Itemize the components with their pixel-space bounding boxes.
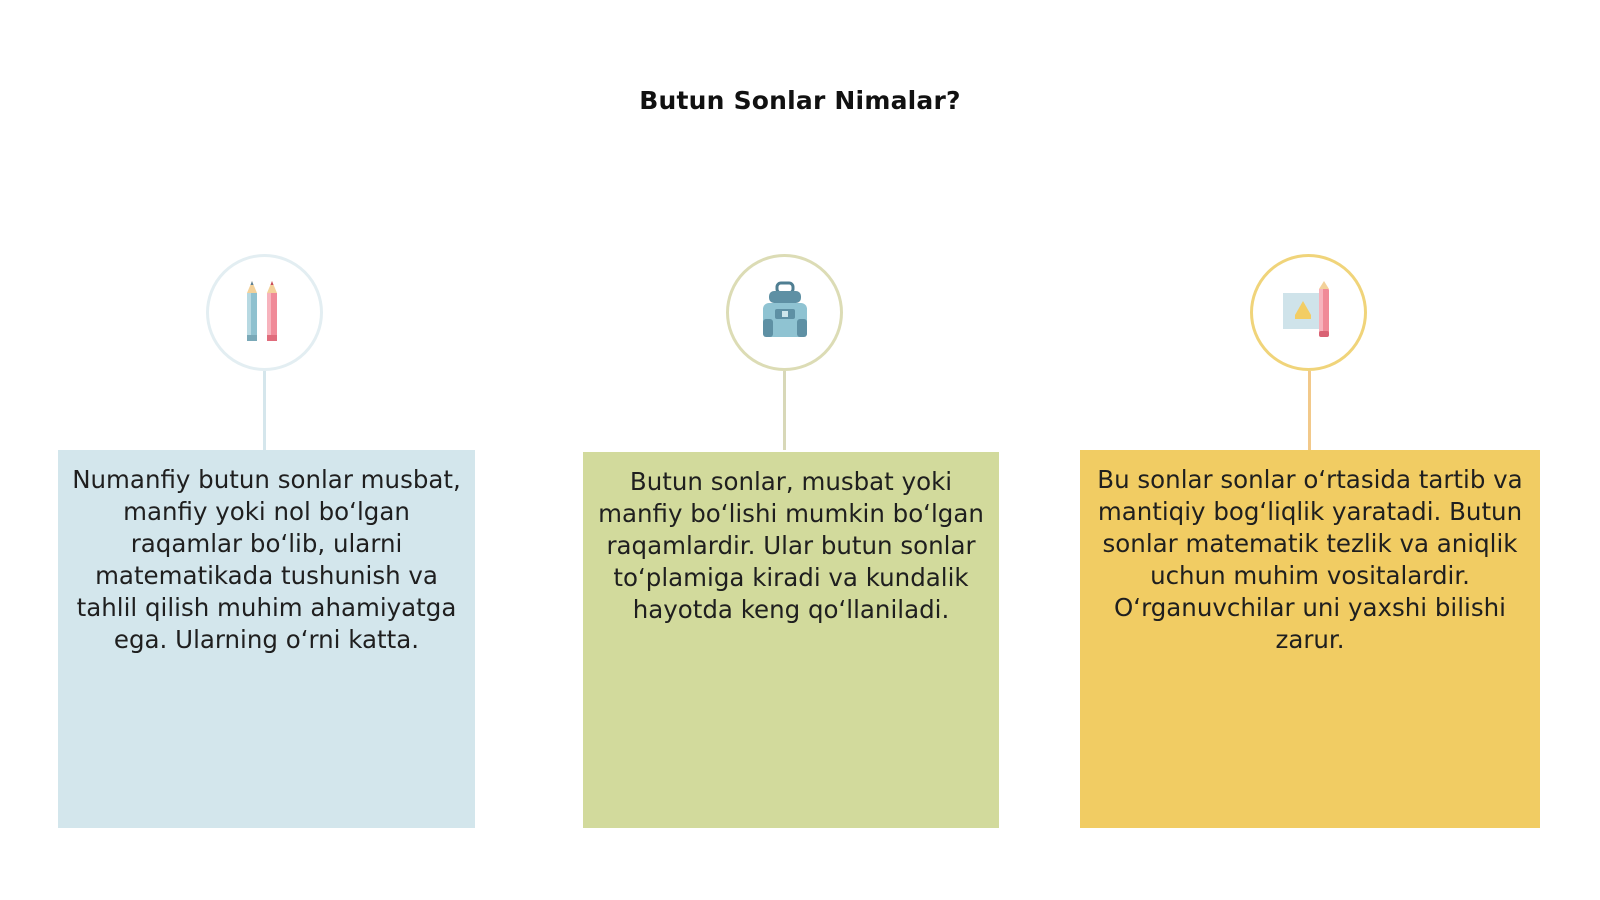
card-text: Numanfiy butun sonlar musbat, manfiy yoki nol bo‘lgan raqamlar bo‘lib, ularni matematikada tushunish va tahlil qilish muhim ahamiyatga ega. Ularning o‘rni katta. <box>72 465 461 654</box>
icon-circle <box>1250 254 1367 371</box>
info-card-3 <box>1080 450 1540 828</box>
card-text: Bu sonlar sonlar o‘rtasida tartib va mantiqiy bog‘liqlik yaratadi. Butun sonlar matematik tezlik va aniqlik uchun muhim vositalardir. O‘rganuvchilar uni yaxshi bilishi zarur. <box>1097 465 1523 654</box>
pencils-icon <box>235 279 295 347</box>
drawing-board-icon <box>1277 281 1341 345</box>
backpack-icon <box>755 281 815 345</box>
connector-line <box>1308 371 1311 450</box>
slide-title: Butun Sonlar Nimalar? <box>639 86 961 115</box>
info-card-1 <box>58 450 475 828</box>
info-card-2 <box>583 452 999 828</box>
connector-line <box>263 371 266 450</box>
icon-circle <box>206 254 323 371</box>
icon-circle <box>726 254 843 371</box>
card-text: Butun sonlar, musbat yoki manfiy bo‘lishi mumkin bo‘lgan raqamlardir. Ular butun sonlar to‘plamiga kiradi va kundalik hayotda keng qo‘llaniladi. <box>598 467 984 624</box>
connector-line <box>783 371 786 450</box>
